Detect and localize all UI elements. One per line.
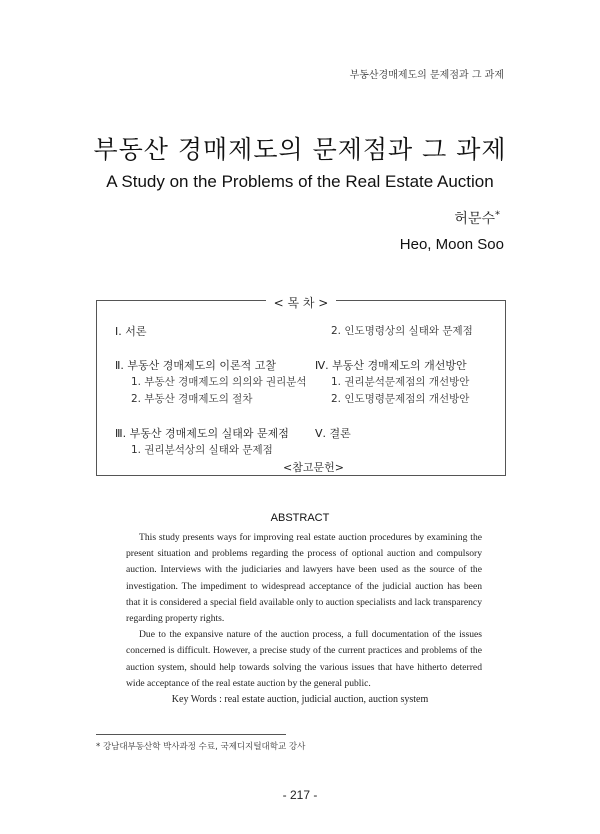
author-korean (454, 208, 500, 228)
running-head: 부동산경매제도의 문제점과 그 과제 (349, 70, 504, 81)
footnote-divider (96, 734, 286, 735)
toc-section-5: Ⅴ. 결론 (315, 427, 351, 440)
table-of-contents (96, 296, 506, 476)
toc-section-3-1: 1. 권리분석상의 실태와 문제점 (131, 444, 273, 456)
toc-section-2-2: 2. 부동산 경매제도의 절차 (131, 393, 253, 405)
keywords: Key Words : real estate auction, judicial auction, auction system (171, 694, 429, 705)
toc-section-2-1: 1. 부동산 경매제도의 의의와 권리분석 (131, 376, 307, 388)
author-english: Heo, Moon Soo (399, 236, 504, 253)
toc-section-1: Ⅰ. 서론 (115, 325, 147, 338)
abstract-paragraph: Due to the expansive nature of the auction process, a full documentation of the issues concerned is difficult. However, a precise study of the current practices and problems of the auction system, should help towards solving the various issues that have hitherto deterred wide acceptance of the real estate auction by the general public. (126, 629, 482, 689)
page-number: - 217 - (282, 788, 318, 802)
abstract-paragraph: This study presents ways for improving real estate auction procedures by examining the present situation and problems regarding the process of optional auction and compulsory auction. Interviews with the judiciaries and lawyers have been used as the source of the investigation. The impediment to widespread acceptance of the judicial auction has been that it is considered a special field available only to auction specialists and lack transparency regarding property rights. (126, 532, 482, 625)
toc-title (97, 292, 505, 311)
toc-section-4-2: 2. 인도명령문제점의 개선방안 (331, 393, 470, 405)
toc-references: <참고문헌> (283, 461, 344, 474)
toc-section-2: Ⅱ. 부동산 경매제도의 이론적 고찰 (115, 359, 277, 372)
author-footnote-mark: * (495, 209, 500, 221)
abstract-body (126, 530, 482, 692)
paper-title-korean: 부동산 경매제도의 문제점과 그 과제 (93, 135, 507, 164)
paper-title-english: A Study on the Problems of the Real Estate Auction (106, 172, 494, 191)
toc-title-label: < 목 차 > (266, 296, 337, 310)
toc-section-4-1: 1. 권리분석문제점의 개선방안 (331, 376, 470, 388)
toc-section-3: Ⅲ. 부동산 경매제도의 실태와 문제점 (115, 427, 289, 440)
author-korean-name: 허문수 (454, 211, 495, 227)
author-footnote: * 강남대부동산학 박사과정 수료, 국제디지털대학교 강사 (96, 742, 306, 752)
abstract-heading: ABSTRACT (270, 512, 330, 524)
toc-section-4: Ⅳ. 부동산 경매제도의 개선방안 (315, 359, 467, 372)
toc-section-3-2: 2. 인도명령상의 실태와 문제점 (331, 325, 473, 337)
